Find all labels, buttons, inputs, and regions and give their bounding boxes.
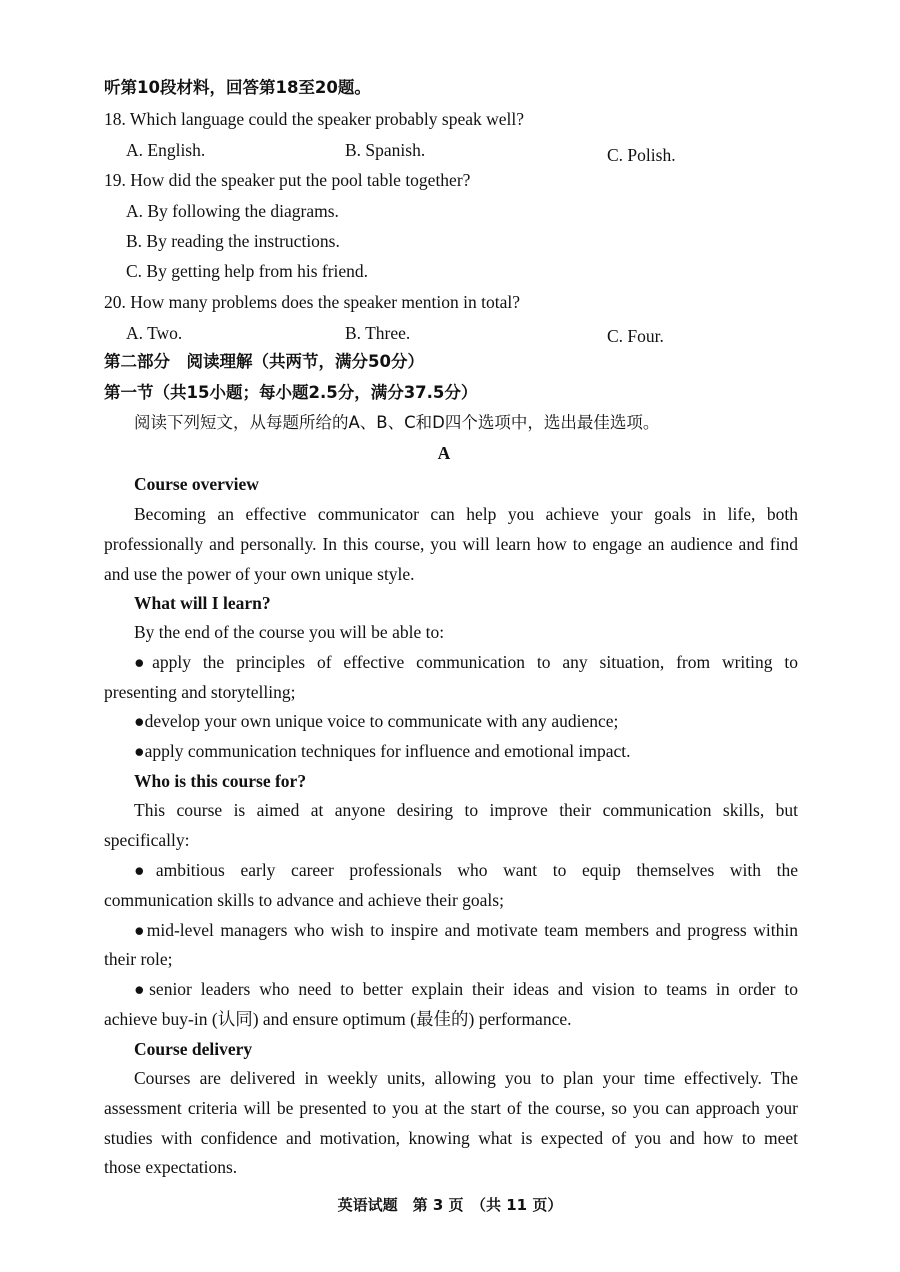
heading-course-overview: Course overview [134, 474, 259, 494]
q19-option-c: C. By getting help from his friend. [126, 261, 369, 281]
heading-who-is-this-for: Who is this course for? [134, 771, 307, 791]
delivery-line-1: Courses are delivered in weekly units, allowing you to plan your time effectively. The [134, 1068, 798, 1088]
who-bullet-1-line-1: ●ambitious early career professionals who want to equip themselves with the [134, 860, 798, 880]
overview-line-3: and use the power of your own unique style. [104, 564, 415, 584]
page-footer: 英语试题 第 3 页 （共 11 页） [337, 1196, 563, 1214]
delivery-line-2: assessment criteria will be presented to you at the start of the course, so you can approach your [104, 1098, 798, 1118]
question-20-stem: 20. How many problems does the speaker mention in total? [104, 292, 521, 312]
reading-instruction: 阅读下列短文，从每题所给的A、B、C和D四个选项中，选出最佳选项。 [134, 413, 660, 432]
who-bullet-2-line-1: ●mid-level managers who wish to inspire and motivate team members and progress within [134, 920, 798, 940]
question-19-stem: 19. How did the speaker put the pool table together? [104, 170, 471, 190]
q18-option-b: B. Spanish. [345, 140, 426, 160]
overview-line-1: Becoming an effective communicator can help you achieve your goals in life, both [134, 504, 798, 524]
heading-what-will-i-learn: What will I learn? [134, 593, 271, 613]
learn-bullet-1-line-2: presenting and storytelling; [104, 682, 296, 702]
who-bullet-2-line-2: their role; [104, 949, 173, 969]
who-bullet-3-line-1: ●senior leaders who need to better explain their ideas and vision to teams in order to [134, 979, 798, 999]
who-bullet-1-line-2: communication skills to advance and achieve their goals; [104, 890, 504, 910]
learn-bullet-3: ●apply communication techniques for influence and emotional impact. [134, 741, 631, 761]
delivery-line-4: those expectations. [104, 1157, 238, 1177]
learn-intro: By the end of the course you will be able to: [134, 622, 445, 642]
listening-intro: 听第10段材料，回答第18至20题。 [104, 78, 371, 97]
part2-title: 第二部分 阅读理解（共两节，满分50分） [104, 352, 424, 371]
who-line-2: specifically: [104, 830, 190, 850]
q20-option-b: B. Three. [345, 323, 411, 343]
q18-option-a: A. English. [126, 140, 206, 160]
who-bullet-3-line-2: achieve buy-in (认同) and ensure optimum (最佳的) performance. [104, 1009, 572, 1029]
q19-option-a: A. By following the diagrams. [126, 201, 339, 221]
learn-bullet-2: ●develop your own unique voice to communicate with any audience; [134, 711, 619, 731]
q19-option-b: B. By reading the instructions. [126, 231, 340, 251]
delivery-line-3: studies with confidence and motivation, knowing what is expected of you and how to meet [104, 1128, 798, 1148]
section1-title: 第一节（共15小题；每小题2.5分，满分37.5分） [104, 383, 478, 402]
learn-bullet-1-line-1: ●apply the principles of effective communication to any situation, from writing to [134, 652, 798, 672]
heading-course-delivery: Course delivery [134, 1039, 253, 1059]
passage-label: A [437, 443, 451, 463]
who-line-1: This course is aimed at anyone desiring to improve their communication skills, but [134, 800, 798, 820]
question-18-stem: 18. Which language could the speaker probably speak well? [104, 109, 525, 129]
q20-option-c: C. Four. [607, 326, 664, 346]
overview-line-2: professionally and personally. In this course, you will learn how to engage an audience and find [104, 534, 798, 554]
q18-option-c: C. Polish. [607, 145, 676, 165]
q20-option-a: A. Two. [126, 323, 183, 343]
